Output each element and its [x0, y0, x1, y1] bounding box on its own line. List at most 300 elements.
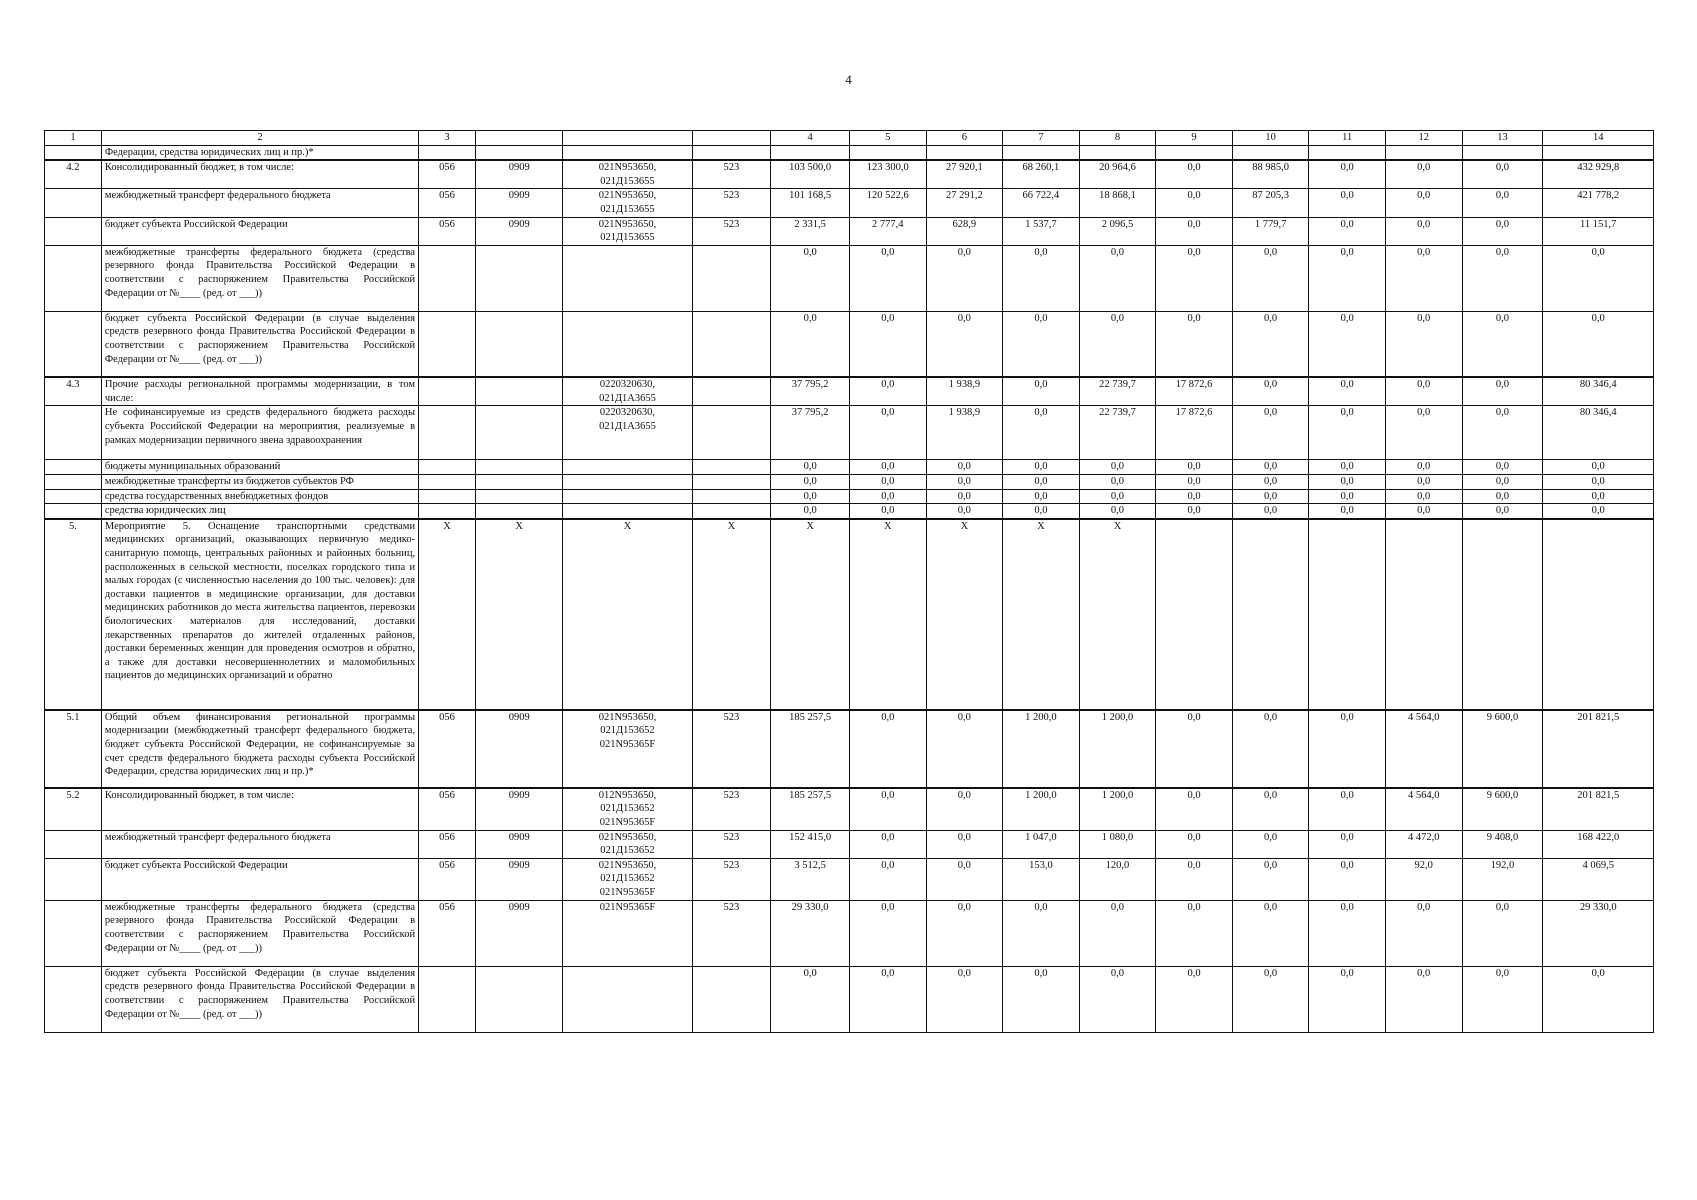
- value-col-9: 17 872,6: [1156, 406, 1233, 460]
- value-col-6: 0,0: [926, 858, 1003, 900]
- value-col-11: [1309, 519, 1386, 710]
- value-col-7: 0,0: [1003, 377, 1080, 406]
- value-col-11: 0,0: [1309, 489, 1386, 504]
- value-col-14: 0,0: [1543, 460, 1654, 475]
- value-col-13: 0,0: [1462, 460, 1543, 475]
- code-section: 0909: [475, 830, 563, 858]
- value-col-9: 0,0: [1156, 710, 1233, 788]
- code-section: [475, 475, 563, 490]
- code-ministry: [419, 311, 476, 377]
- row-index: [45, 217, 102, 245]
- value-col-4: 185 257,5: [771, 788, 850, 830]
- code-section: [475, 460, 563, 475]
- row-label: бюджет субъекта Российской Федерации (в случае выделения средств резервного фонда Правительства Российской Федерации в соответствии с распоряжением Правительства Российской Федерации от №____ (ред. от ___)): [101, 311, 418, 377]
- code-target: 021N953650, 021Д153655: [563, 160, 692, 189]
- code-type: 523: [692, 830, 771, 858]
- code-section: 0909: [475, 710, 563, 788]
- value-col-9: [1156, 145, 1233, 160]
- code-section: [475, 966, 563, 1032]
- value-col-8: 18 868,1: [1079, 189, 1156, 217]
- value-col-10: 0,0: [1232, 900, 1309, 966]
- value-col-8: 1 080,0: [1079, 830, 1156, 858]
- value-col-13: 0,0: [1462, 377, 1543, 406]
- value-col-9: 0,0: [1156, 504, 1233, 519]
- value-col-9: 0,0: [1156, 311, 1233, 377]
- value-col-7: 1 200,0: [1003, 788, 1080, 830]
- value-col-4: 37 795,2: [771, 377, 850, 406]
- value-col-14: 4 069,5: [1543, 858, 1654, 900]
- code-type: [692, 311, 771, 377]
- row-index: 5.: [45, 519, 102, 710]
- value-col-10: 0,0: [1232, 245, 1309, 311]
- value-col-4: 101 168,5: [771, 189, 850, 217]
- value-col-13: 0,0: [1462, 311, 1543, 377]
- value-col-12: 0,0: [1385, 377, 1462, 406]
- value-col-5: 0,0: [850, 858, 927, 900]
- value-col-8: 1 200,0: [1079, 788, 1156, 830]
- value-col-10: [1232, 519, 1309, 710]
- header-cell-4: [563, 131, 692, 146]
- code-section: 0909: [475, 788, 563, 830]
- code-ministry: [419, 489, 476, 504]
- row-label: Мероприятие 5. Оснащение транспортными средствами медицинских организаций, оказывающих первичную медико-санитарную помощь, центральных районных и районных больниц, расположенных в сельской местности, поселках городского типа и малых городах (с численностью населения до 100 тыс. человек): для доставки пациентов в медицинские организации, для доставки медицинских работников до места жительства пациентов, перевозки биологических материалов для исследований, доставки лекарственных препаратов до жителей отдаленных районов, доставки беременных женщин для проведения осмотров и обратно, а также для доставки несовершеннолетних и маломобильных пациентов до медицинских организаций и обратно: [101, 519, 418, 710]
- header-cell-9: 7: [1003, 131, 1080, 146]
- row-label: межбюджетные трансферты федерального бюджета (средства резервного фонда Правительства Российской Федерации в соответствии с распоряжением Правительства Российской Федерации от №____ (ред. от ___)): [101, 900, 418, 966]
- table-row: [45, 311, 1654, 377]
- code-target: 021N953650, 021Д153655: [563, 217, 692, 245]
- value-col-12: [1385, 145, 1462, 160]
- code-ministry: 056: [419, 710, 476, 788]
- value-col-8: 22 739,7: [1079, 406, 1156, 460]
- value-col-11: 0,0: [1309, 217, 1386, 245]
- value-col-4: 0,0: [771, 245, 850, 311]
- value-col-11: 0,0: [1309, 160, 1386, 189]
- value-col-6: 27 920,1: [926, 160, 1003, 189]
- value-col-8: 0,0: [1079, 460, 1156, 475]
- value-col-9: 0,0: [1156, 788, 1233, 830]
- value-col-6: 0,0: [926, 788, 1003, 830]
- value-col-7: 0,0: [1003, 489, 1080, 504]
- code-type: [692, 489, 771, 504]
- value-col-14: 80 346,4: [1543, 406, 1654, 460]
- header-cell-16: 14: [1543, 131, 1654, 146]
- row-label: Консолидированный бюджет, в том числе:: [101, 160, 418, 189]
- code-type: [692, 145, 771, 160]
- row-index: 5.1: [45, 710, 102, 788]
- table-row: [45, 145, 1654, 160]
- value-col-13: 0,0: [1462, 900, 1543, 966]
- value-col-10: 0,0: [1232, 710, 1309, 788]
- value-col-7: 0,0: [1003, 966, 1080, 1032]
- value-col-13: [1462, 519, 1543, 710]
- value-col-8: 120,0: [1079, 858, 1156, 900]
- row-index: [45, 966, 102, 1032]
- value-col-12: 0,0: [1385, 245, 1462, 311]
- code-type: 523: [692, 189, 771, 217]
- row-label: Не софинансируемые из средств федерального бюджета расходы субъекта Российской Федерации на мероприятия, реализуемые в рамках модернизации первичного звена здравоохранения: [101, 406, 418, 460]
- code-section: [475, 311, 563, 377]
- value-col-9: 0,0: [1156, 160, 1233, 189]
- value-col-6: 0,0: [926, 504, 1003, 519]
- value-col-13: [1462, 145, 1543, 160]
- value-col-11: 0,0: [1309, 311, 1386, 377]
- value-col-14: 80 346,4: [1543, 377, 1654, 406]
- value-col-13: 192,0: [1462, 858, 1543, 900]
- code-target: [563, 311, 692, 377]
- row-index: [45, 830, 102, 858]
- value-col-6: 0,0: [926, 900, 1003, 966]
- value-col-4: 29 330,0: [771, 900, 850, 966]
- row-index: [45, 900, 102, 966]
- value-col-5: 0,0: [850, 475, 927, 490]
- table-row: [45, 710, 1654, 788]
- value-col-11: 0,0: [1309, 966, 1386, 1032]
- code-type: [692, 245, 771, 311]
- header-cell-6: 4: [771, 131, 850, 146]
- code-type: X: [692, 519, 771, 710]
- value-col-14: 201 821,5: [1543, 710, 1654, 788]
- table-row: [45, 460, 1654, 475]
- value-col-11: 0,0: [1309, 245, 1386, 311]
- row-label: межбюджетный трансферт федерального бюджета: [101, 830, 418, 858]
- value-col-13: 9 600,0: [1462, 710, 1543, 788]
- value-col-8: 20 964,6: [1079, 160, 1156, 189]
- row-index: [45, 245, 102, 311]
- code-target: 0220320630, 021Д1А3655: [563, 377, 692, 406]
- row-label: межбюджетный трансферт федерального бюджета: [101, 189, 418, 217]
- value-col-6: 1 938,9: [926, 377, 1003, 406]
- value-col-6: 0,0: [926, 245, 1003, 311]
- row-index: [45, 504, 102, 519]
- table-row: [45, 966, 1654, 1032]
- value-col-8: 0,0: [1079, 966, 1156, 1032]
- value-col-14: 0,0: [1543, 245, 1654, 311]
- value-col-7: [1003, 145, 1080, 160]
- row-label: бюджеты муниципальных образований: [101, 460, 418, 475]
- value-col-10: 1 779,7: [1232, 217, 1309, 245]
- code-type: [692, 966, 771, 1032]
- value-col-8: 0,0: [1079, 504, 1156, 519]
- code-ministry: [419, 475, 476, 490]
- value-col-11: 0,0: [1309, 406, 1386, 460]
- value-col-12: 0,0: [1385, 489, 1462, 504]
- code-section: 0909: [475, 160, 563, 189]
- value-col-7: 0,0: [1003, 245, 1080, 311]
- table-row: [45, 489, 1654, 504]
- code-section: 0909: [475, 900, 563, 966]
- value-col-12: 0,0: [1385, 475, 1462, 490]
- header-cell-5: [692, 131, 771, 146]
- value-col-9: 0,0: [1156, 858, 1233, 900]
- value-col-13: 0,0: [1462, 406, 1543, 460]
- code-type: [692, 377, 771, 406]
- value-col-12: 0,0: [1385, 217, 1462, 245]
- value-col-5: 0,0: [850, 788, 927, 830]
- value-col-9: 0,0: [1156, 217, 1233, 245]
- value-col-11: 0,0: [1309, 504, 1386, 519]
- code-section: [475, 489, 563, 504]
- code-ministry: 056: [419, 189, 476, 217]
- value-col-9: 0,0: [1156, 189, 1233, 217]
- value-col-14: 168 422,0: [1543, 830, 1654, 858]
- header-cell-14: 12: [1385, 131, 1462, 146]
- code-type: 523: [692, 788, 771, 830]
- code-section: 0909: [475, 858, 563, 900]
- value-col-7: 0,0: [1003, 900, 1080, 966]
- code-ministry: 056: [419, 858, 476, 900]
- table-row: [45, 900, 1654, 966]
- code-ministry: [419, 145, 476, 160]
- code-target: [563, 475, 692, 490]
- value-col-5: 0,0: [850, 377, 927, 406]
- value-col-7: 153,0: [1003, 858, 1080, 900]
- value-col-6: [926, 145, 1003, 160]
- code-ministry: [419, 406, 476, 460]
- value-col-5: 0,0: [850, 460, 927, 475]
- value-col-11: 0,0: [1309, 475, 1386, 490]
- value-col-10: 0,0: [1232, 489, 1309, 504]
- code-type: [692, 475, 771, 490]
- code-type: 523: [692, 217, 771, 245]
- row-index: [45, 145, 102, 160]
- value-col-9: 0,0: [1156, 489, 1233, 504]
- value-col-5: 0,0: [850, 966, 927, 1032]
- value-col-9: 0,0: [1156, 460, 1233, 475]
- row-label: Общий объем финансирования региональной программы модернизации (межбюджетный трансферт федерального бюджета, бюджет субъекта Российской Федерации, не софинансируемые за счет средств федерального бюджета расходы субъекта Российской Федерации, средства юридических лиц и пр.)*: [101, 710, 418, 788]
- value-col-7: 1 047,0: [1003, 830, 1080, 858]
- header-cell-11: 9: [1156, 131, 1233, 146]
- value-col-13: 0,0: [1462, 189, 1543, 217]
- code-ministry: 056: [419, 830, 476, 858]
- value-col-4: 0,0: [771, 475, 850, 490]
- row-label: бюджет субъекта Российской Федерации: [101, 217, 418, 245]
- table-row: [45, 858, 1654, 900]
- code-ministry: 056: [419, 788, 476, 830]
- value-col-6: X: [926, 519, 1003, 710]
- code-type: 523: [692, 710, 771, 788]
- value-col-4: 0,0: [771, 311, 850, 377]
- value-col-14: 0,0: [1543, 475, 1654, 490]
- row-label: Прочие расходы региональной программы модернизации, в том числе:: [101, 377, 418, 406]
- row-label: межбюджетные трансферты из бюджетов субъектов РФ: [101, 475, 418, 490]
- value-col-5: 0,0: [850, 245, 927, 311]
- value-col-10: 0,0: [1232, 966, 1309, 1032]
- value-col-6: 0,0: [926, 475, 1003, 490]
- row-index: [45, 406, 102, 460]
- code-target: [563, 245, 692, 311]
- code-ministry: [419, 377, 476, 406]
- value-col-12: 92,0: [1385, 858, 1462, 900]
- table-row: [45, 245, 1654, 311]
- header-row: [45, 131, 1654, 146]
- value-col-10: 0,0: [1232, 311, 1309, 377]
- table-row: [45, 217, 1654, 245]
- code-section: 0909: [475, 217, 563, 245]
- header-cell-10: 8: [1079, 131, 1156, 146]
- value-col-12: 4 472,0: [1385, 830, 1462, 858]
- value-col-9: [1156, 519, 1233, 710]
- value-col-10: 88 985,0: [1232, 160, 1309, 189]
- code-target: [563, 489, 692, 504]
- value-col-5: 0,0: [850, 504, 927, 519]
- value-col-14: [1543, 519, 1654, 710]
- value-col-11: 0,0: [1309, 900, 1386, 966]
- value-col-11: 0,0: [1309, 788, 1386, 830]
- value-col-10: 0,0: [1232, 377, 1309, 406]
- value-col-12: 0,0: [1385, 900, 1462, 966]
- value-col-9: 0,0: [1156, 245, 1233, 311]
- financing-table: [44, 130, 1654, 1033]
- value-col-9: 0,0: [1156, 900, 1233, 966]
- value-col-12: [1385, 519, 1462, 710]
- code-ministry: 056: [419, 217, 476, 245]
- value-col-6: 1 938,9: [926, 406, 1003, 460]
- value-col-6: 0,0: [926, 489, 1003, 504]
- value-col-7: 1 537,7: [1003, 217, 1080, 245]
- row-label: средства юридических лиц: [101, 504, 418, 519]
- value-col-7: 68 260,1: [1003, 160, 1080, 189]
- code-target: 021N953650, 021Д153655: [563, 189, 692, 217]
- code-type: 523: [692, 900, 771, 966]
- value-col-11: 0,0: [1309, 460, 1386, 475]
- value-col-10: 0,0: [1232, 830, 1309, 858]
- value-col-13: 0,0: [1462, 504, 1543, 519]
- header-cell-3: [475, 131, 563, 146]
- value-col-6: 0,0: [926, 830, 1003, 858]
- value-col-14: 421 778,2: [1543, 189, 1654, 217]
- value-col-10: 0,0: [1232, 858, 1309, 900]
- value-col-9: 0,0: [1156, 475, 1233, 490]
- value-col-7: 66 722,4: [1003, 189, 1080, 217]
- row-index: [45, 489, 102, 504]
- value-col-11: 0,0: [1309, 858, 1386, 900]
- value-col-7: X: [1003, 519, 1080, 710]
- code-section: X: [475, 519, 563, 710]
- row-index: [45, 475, 102, 490]
- value-col-6: 0,0: [926, 966, 1003, 1032]
- value-col-4: X: [771, 519, 850, 710]
- value-col-10: 0,0: [1232, 475, 1309, 490]
- value-col-8: [1079, 145, 1156, 160]
- table-row: [45, 189, 1654, 217]
- code-ministry: [419, 966, 476, 1032]
- code-type: [692, 504, 771, 519]
- row-index: [45, 460, 102, 475]
- value-col-10: 0,0: [1232, 460, 1309, 475]
- code-section: 0909: [475, 189, 563, 217]
- row-label: Федерации, средства юридических лиц и пр.)*: [101, 145, 418, 160]
- row-label: бюджет субъекта Российской Федерации (в случае выделения средств резервного фонда Правительства Российской Федерации в соответствии с распоряжением Правительства Российской Федерации от №____ (ред. от ___)): [101, 966, 418, 1032]
- value-col-6: 0,0: [926, 460, 1003, 475]
- value-col-10: 0,0: [1232, 788, 1309, 830]
- code-ministry: [419, 245, 476, 311]
- code-target: 021N953650, 021Д153652 021N95365F: [563, 710, 692, 788]
- row-index: [45, 858, 102, 900]
- code-ministry: X: [419, 519, 476, 710]
- value-col-5: [850, 145, 927, 160]
- value-col-5: 120 522,6: [850, 189, 927, 217]
- code-type: 523: [692, 160, 771, 189]
- row-index: [45, 189, 102, 217]
- value-col-4: 152 415,0: [771, 830, 850, 858]
- value-col-5: 123 300,0: [850, 160, 927, 189]
- value-col-13: 0,0: [1462, 245, 1543, 311]
- code-ministry: [419, 460, 476, 475]
- row-index: 4.3: [45, 377, 102, 406]
- value-col-4: [771, 145, 850, 160]
- value-col-11: 0,0: [1309, 710, 1386, 788]
- code-section: [475, 406, 563, 460]
- code-section: [475, 245, 563, 311]
- code-target: 0220320630, 021Д1А3655: [563, 406, 692, 460]
- value-col-14: 11 151,7: [1543, 217, 1654, 245]
- value-col-7: 1 200,0: [1003, 710, 1080, 788]
- value-col-13: 0,0: [1462, 966, 1543, 1032]
- value-col-7: 0,0: [1003, 460, 1080, 475]
- value-col-12: 0,0: [1385, 189, 1462, 217]
- code-target: [563, 460, 692, 475]
- value-col-12: 4 564,0: [1385, 710, 1462, 788]
- table-body: [45, 131, 1654, 1033]
- value-col-12: 0,0: [1385, 160, 1462, 189]
- value-col-7: 0,0: [1003, 504, 1080, 519]
- value-col-12: 4 564,0: [1385, 788, 1462, 830]
- table-row: [45, 475, 1654, 490]
- table-row: [45, 519, 1654, 710]
- code-type: [692, 406, 771, 460]
- code-type: [692, 460, 771, 475]
- value-col-13: 0,0: [1462, 217, 1543, 245]
- code-section: [475, 377, 563, 406]
- value-col-4: 185 257,5: [771, 710, 850, 788]
- value-col-14: 0,0: [1543, 311, 1654, 377]
- value-col-10: 0,0: [1232, 504, 1309, 519]
- header-cell-15: 13: [1462, 131, 1543, 146]
- value-col-5: 0,0: [850, 710, 927, 788]
- value-col-9: 17 872,6: [1156, 377, 1233, 406]
- value-col-12: 0,0: [1385, 311, 1462, 377]
- header-cell-7: 5: [850, 131, 927, 146]
- value-col-10: [1232, 145, 1309, 160]
- value-col-8: X: [1079, 519, 1156, 710]
- value-col-12: 0,0: [1385, 504, 1462, 519]
- value-col-13: 9 408,0: [1462, 830, 1543, 858]
- code-target: 012N953650, 021Д153652 021N95365F: [563, 788, 692, 830]
- value-col-8: 0,0: [1079, 475, 1156, 490]
- value-col-10: 0,0: [1232, 406, 1309, 460]
- value-col-6: 0,0: [926, 710, 1003, 788]
- page-number: 4: [845, 72, 852, 87]
- code-section: [475, 504, 563, 519]
- row-index: [45, 311, 102, 377]
- value-col-8: 0,0: [1079, 311, 1156, 377]
- code-target: X: [563, 519, 692, 710]
- value-col-11: 0,0: [1309, 830, 1386, 858]
- value-col-4: 3 512,5: [771, 858, 850, 900]
- value-col-13: 0,0: [1462, 475, 1543, 490]
- value-col-4: 0,0: [771, 489, 850, 504]
- row-label: межбюджетные трансферты федерального бюджета (средства резервного фонда Правительства Российской Федерации в соответствии с распоряжением Правительства Российской Федерации от №____ (ред. от ___)): [101, 245, 418, 311]
- table-row: [45, 377, 1654, 406]
- code-target: [563, 145, 692, 160]
- value-col-4: 37 795,2: [771, 406, 850, 460]
- value-col-12: 0,0: [1385, 406, 1462, 460]
- table-row: [45, 830, 1654, 858]
- value-col-8: 22 739,7: [1079, 377, 1156, 406]
- value-col-13: 9 600,0: [1462, 788, 1543, 830]
- value-col-13: 0,0: [1462, 160, 1543, 189]
- value-col-8: 2 096,5: [1079, 217, 1156, 245]
